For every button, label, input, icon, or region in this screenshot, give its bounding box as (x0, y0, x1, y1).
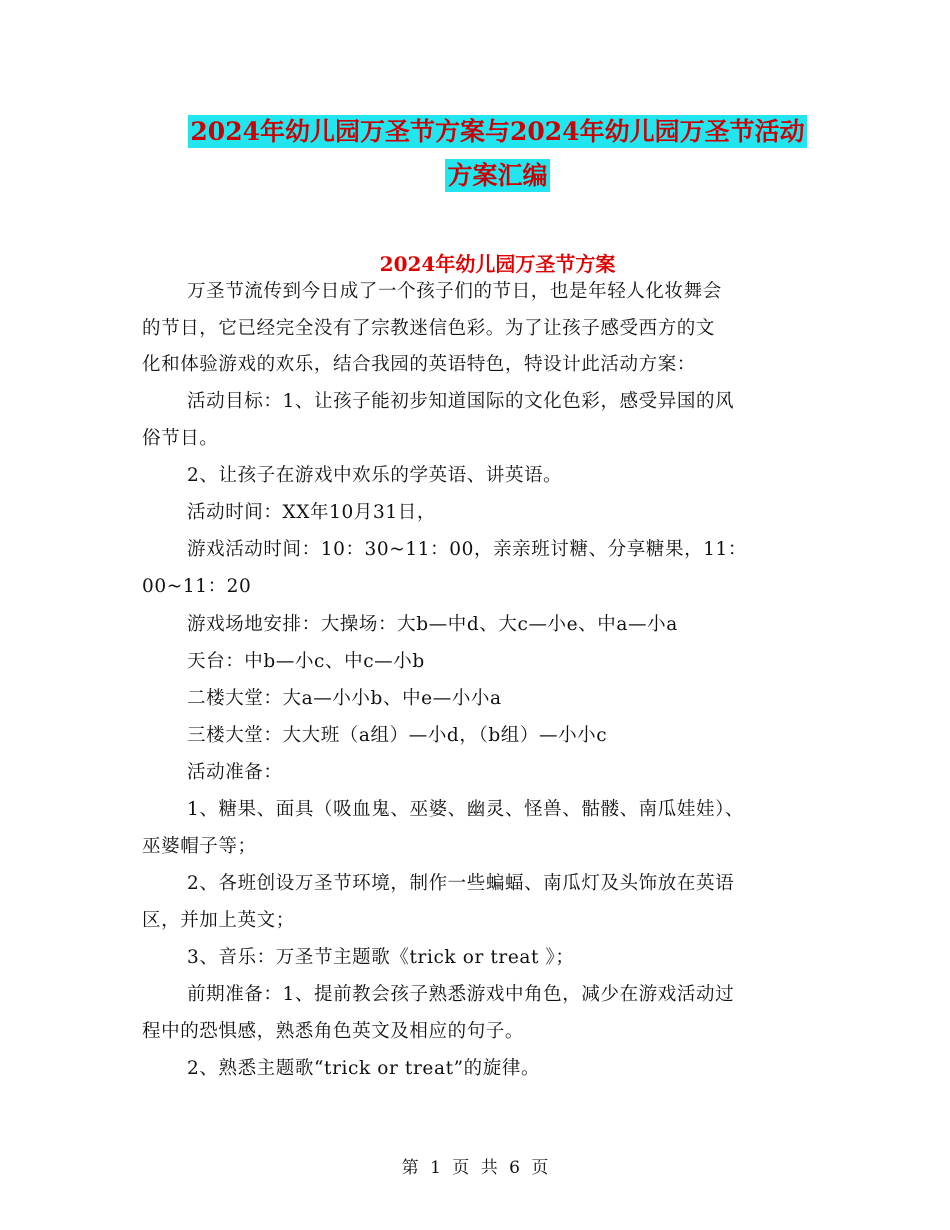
paragraph-line: 2、让孩子在游戏中欢乐的学英语、讲英语。 (187, 465, 563, 486)
title-line-1: 2024年幼儿园万圣节方案与2024年幼儿园万圣节活动 (190, 117, 805, 146)
paragraph-line: 活动时间：XX年10月31日， (187, 502, 436, 523)
paragraph-line: 00~11：20 (142, 576, 252, 597)
paragraph-line: 化和体验游戏的欢乐，结合我园的英语特色，特设计此活动方案： (142, 354, 696, 375)
paragraph-line: 活动准备： (187, 762, 283, 783)
paragraph-line: 万圣节流传到今日成了一个孩子们的节日，也是年轻人化妆舞会 (187, 281, 722, 302)
paragraph-line: 游戏场地安排：大操场：大b—中d、大c—小e、中a—小a (187, 614, 678, 635)
section-title: 2024年幼儿园万圣节方案 (379, 252, 616, 276)
paragraph-line: 俗节日。 (142, 428, 219, 449)
paragraph-line: 游戏活动时间：10：30~11：00，亲亲班讨糖、分享糖果，11： (187, 539, 748, 560)
paragraph-line: 程中的恐惧感，熟悉角色英文及相应的句子。 (142, 1021, 525, 1042)
paragraph-line: 前期准备：1、提前教会孩子熟悉游戏中角色，减少在游戏活动过 (187, 984, 735, 1005)
paragraph-line: 2、熟悉主题歌“trick or treat”的旋律。 (187, 1058, 541, 1079)
paragraph-line: 区，并加上英文； (142, 910, 295, 931)
paragraph-line: 巫婆帽子等； (142, 836, 257, 857)
page-footer: 第 1 页 共 6 页 (401, 1158, 549, 1178)
paragraph-line: 三楼大堂：大大班（a组）—小d，（b组）—小小c (187, 725, 608, 746)
paragraph-line: 3、音乐：万圣节主题歌《trick or treat 》； (187, 947, 575, 968)
paragraph-line: 的节日，它已经完全没有了宗教迷信色彩。为了让孩子感受西方的文 (142, 318, 716, 339)
paragraph-line: 二楼大堂：大a—小小b、中e—小小a (187, 688, 502, 709)
paragraph-line: 天台：中b—小c、中c—小b (187, 651, 425, 672)
title-line-2: 方案汇编 (447, 161, 548, 190)
document-title (140, 110, 855, 198)
paragraph-line: 1、糖果、面具（吸血鬼、巫婆、幽灵、怪兽、骷髅、南瓜娃娃）、 (187, 799, 745, 820)
paragraph-line: 2、各班创设万圣节环境，制作一些蝙蝠、南瓜灯及头饰放在英语 (187, 873, 735, 894)
paragraph-line: 活动目标：1、让孩子能初步知道国际的文化色彩，感受异国的风 (187, 391, 735, 412)
